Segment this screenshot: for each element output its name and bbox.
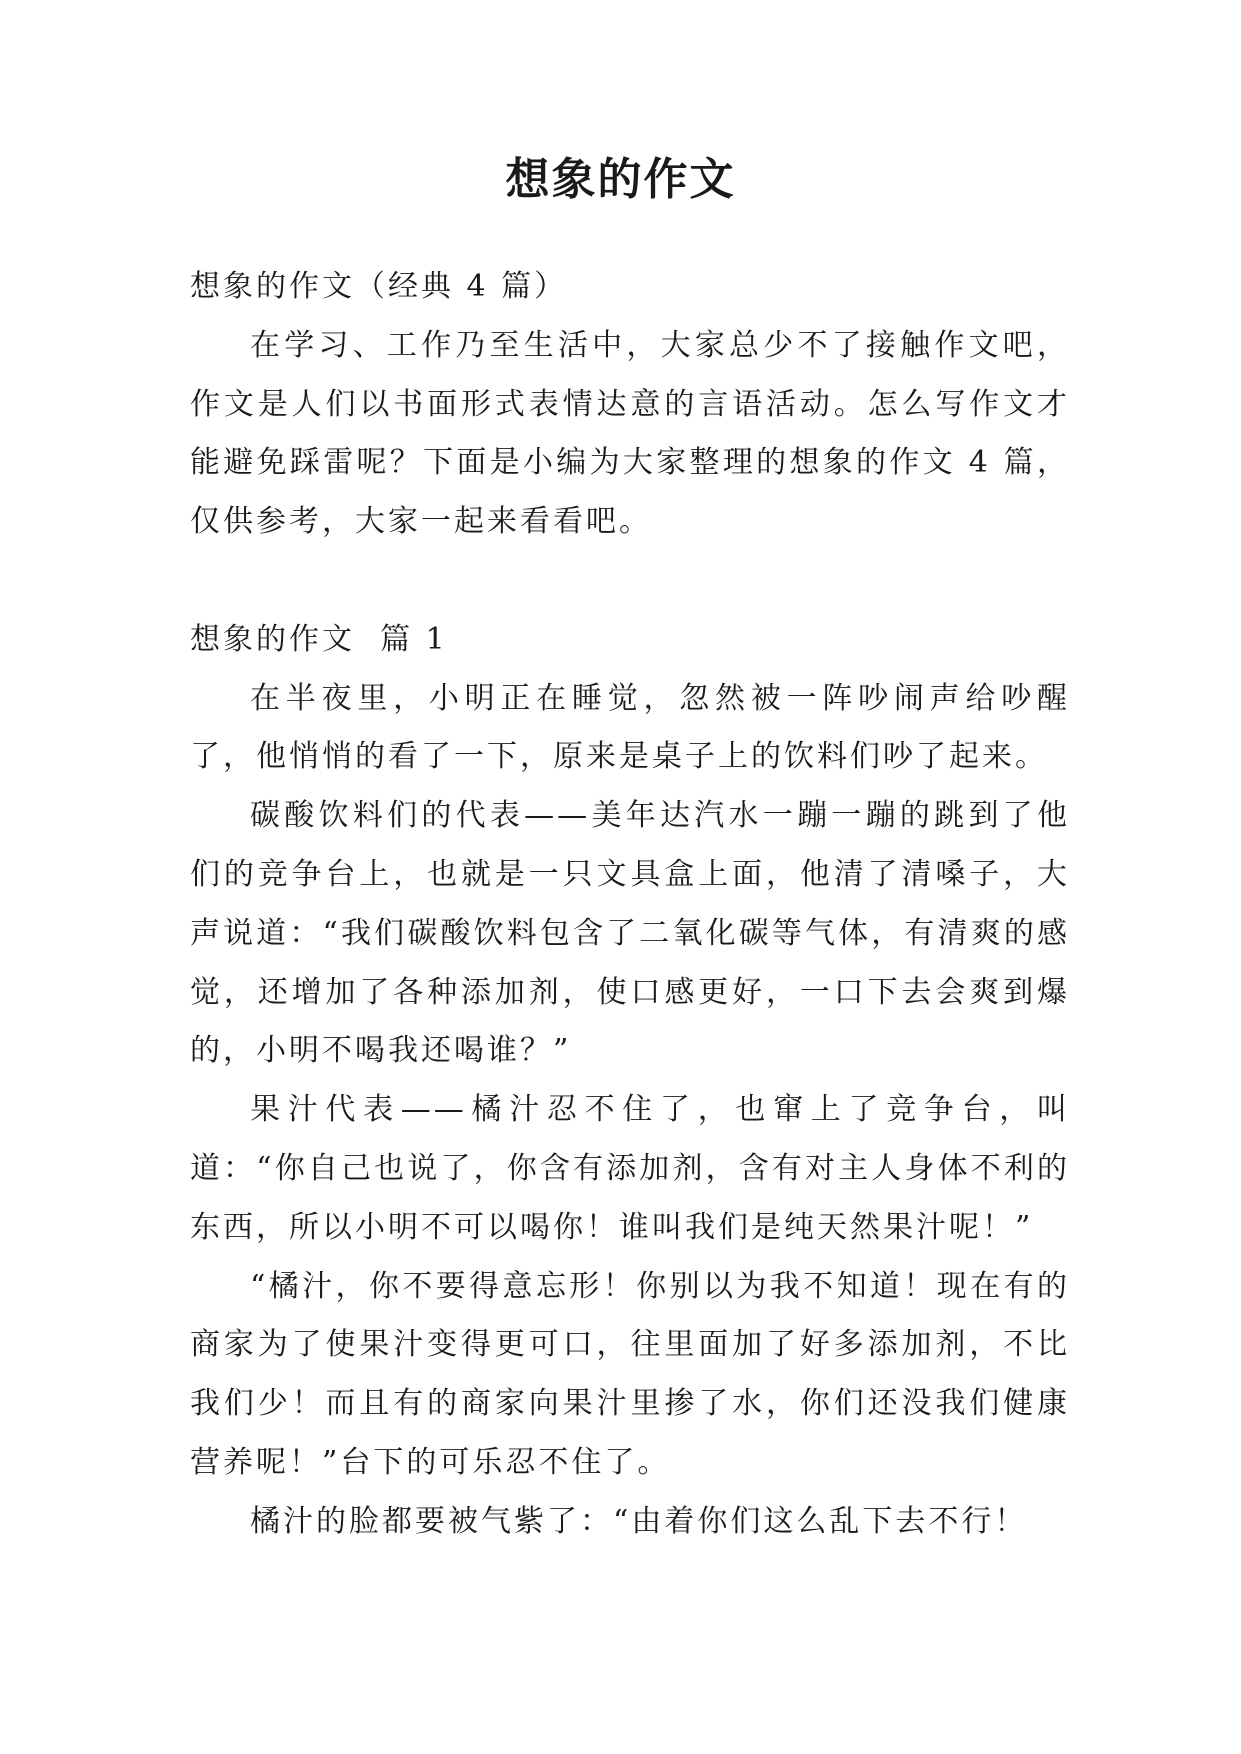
- document-title: 想象的作文: [505, 154, 736, 205]
- document-subtitle: 想象的作文（经典 4 篇）: [190, 269, 568, 304]
- body-paragraph-5: 橘汁的脸都要被气紫了：“由着你们这么乱下去不行！: [250, 1503, 1028, 1539]
- body-paragraph-3: 果汁代表——橘汁忍不住了，也窜上了竞争台，叫道：“你自己也说了，你含有添加剂，含有对主人身体不利的东西，所以小明不可以喝你！谁叫我们是纯天然果汁呢！”: [190, 1092, 1070, 1245]
- body-paragraph-4: “橘汁，你不要得意忘形！你别以为我不知道！现在有的商家为了使果汁变得更可口，往里面加了好多添加剂，不比我们少！而且有的商家向果汁里掺了水，你们还没我们健康营养呢！”台下的可乐忍不住了。: [190, 1268, 1070, 1480]
- section-heading: 想象的作文 篇 1: [190, 621, 448, 657]
- document-body: [190, 258, 1070, 1552]
- section-spacer: [190, 552, 1070, 611]
- body-paragraph-2: 碳酸饮料们的代表——美年达汽水一蹦一蹦的跳到了他们的竞争台上，也就是一只文具盒上面，他清了清嗓子，大声说道：“我们碳酸饮料包含了二氧化碳等气体，有清爽的感觉，还增加了各种添加剂，使口感更好，一口下去会爽到爆的，小明不喝我还喝谁？”: [190, 798, 1070, 1069]
- body-paragraph-1: 在半夜里，小明正在睡觉，忽然被一阵吵闹声给吵醒了，他悄悄的看了一下，原来是桌子上的饮料们吵了起来。: [190, 680, 1070, 775]
- intro-paragraph: 在学习、工作乃至生活中，大家总少不了接触作文吧，作文是人们以书面形式表情达意的言语活动。怎么写作文才能避免踩雷呢？下面是小编为大家整理的想象的作文 4 篇，仅供参考，大家一起来看看吧。: [190, 327, 1070, 540]
